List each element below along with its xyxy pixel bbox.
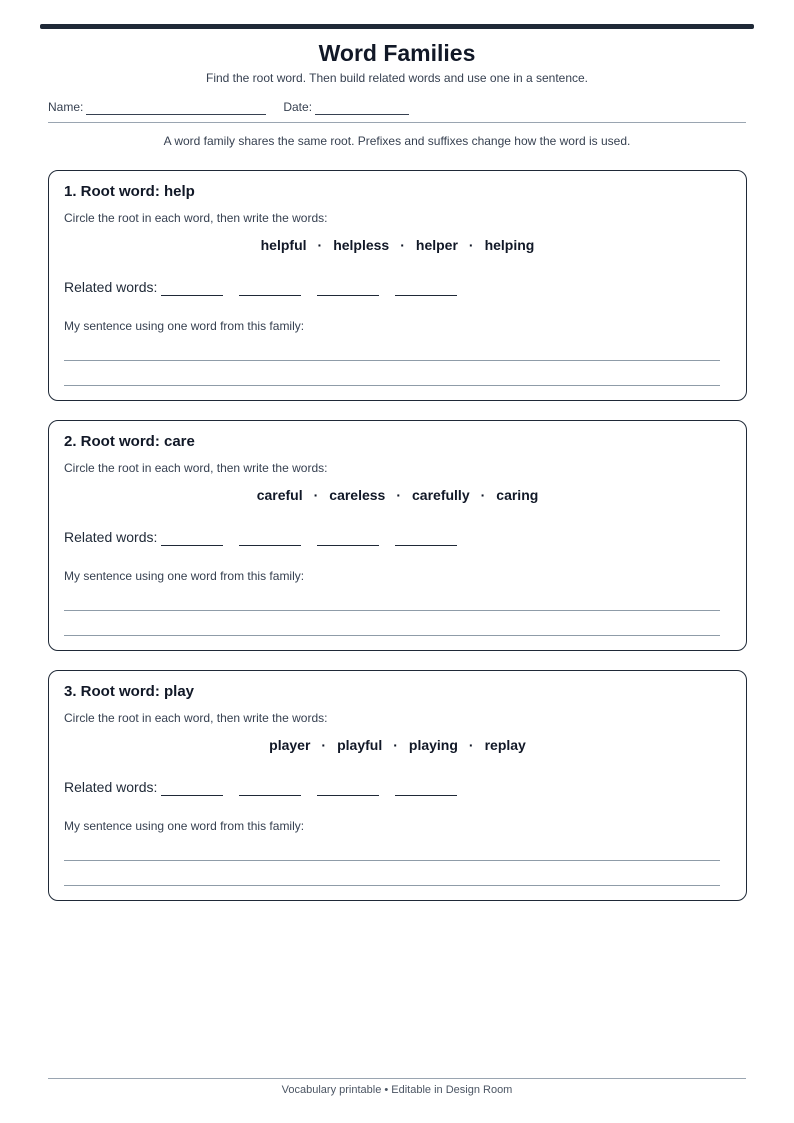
word-separator: · xyxy=(393,737,398,753)
related-words-label: Related words: xyxy=(64,529,158,545)
footer-divider xyxy=(48,1078,746,1079)
card-instruction: Circle the root in each word, then write the words: xyxy=(64,461,328,475)
family-word[interactable]: helpful xyxy=(260,237,307,253)
related-word-blank[interactable] xyxy=(317,781,379,796)
family-word[interactable]: careful xyxy=(256,487,303,503)
date-field[interactable] xyxy=(315,102,409,115)
card-title: 1. Root word: help xyxy=(64,183,195,200)
sentence-write-line[interactable] xyxy=(64,385,720,386)
related-word-blank[interactable] xyxy=(395,781,457,796)
related-word-blank[interactable] xyxy=(161,531,223,546)
sentence-write-line[interactable] xyxy=(64,885,720,886)
family-word[interactable]: caring xyxy=(496,487,539,503)
related-word-blank[interactable] xyxy=(395,531,457,546)
related-word-blank[interactable] xyxy=(317,281,379,296)
word-family-card xyxy=(48,170,747,401)
word-separator: · xyxy=(313,487,319,503)
top-accent-bar xyxy=(40,24,754,29)
word-family-card xyxy=(48,420,747,651)
word-separator: · xyxy=(468,237,474,253)
sentence-prompt: My sentence using one word from this family: xyxy=(64,319,305,333)
sentence-write-line[interactable] xyxy=(64,610,720,611)
related-words-label: Related words: xyxy=(64,779,158,795)
related-word-blank[interactable] xyxy=(317,531,379,546)
family-word[interactable]: replay xyxy=(484,737,526,753)
name-date-row xyxy=(48,99,409,115)
sentence-prompt: My sentence using one word from this family: xyxy=(64,819,305,833)
related-word-blank[interactable] xyxy=(395,281,457,296)
related-word-blank[interactable] xyxy=(161,781,223,796)
card-title: 2. Root word: care xyxy=(64,433,195,450)
family-word[interactable]: helper xyxy=(415,237,458,253)
word-separator: · xyxy=(400,237,405,253)
card-instruction: Circle the root in each word, then write the words: xyxy=(64,711,328,725)
name-label: Name: xyxy=(48,100,84,114)
word-separator: · xyxy=(396,487,402,503)
related-word-blank[interactable] xyxy=(239,531,301,546)
family-word[interactable]: carefully xyxy=(412,487,470,503)
sentence-write-line[interactable] xyxy=(64,860,720,861)
name-field[interactable] xyxy=(86,102,266,115)
family-word[interactable]: playing xyxy=(408,737,458,753)
family-word-list xyxy=(49,736,746,754)
family-word[interactable]: player xyxy=(269,737,311,753)
sentence-write-line[interactable] xyxy=(64,635,720,636)
word-separator: · xyxy=(321,737,327,753)
card-title: 3. Root word: play xyxy=(64,683,195,700)
family-word[interactable]: helping xyxy=(484,237,535,253)
family-word[interactable]: helpless xyxy=(333,237,390,253)
footer-text: Vocabulary printable • Editable in Design Room xyxy=(281,1084,513,1096)
word-family-card xyxy=(48,670,747,901)
intro-text: A word family shares the same root. Prefixes and suffixes change how the word is used. xyxy=(163,134,631,148)
header-divider xyxy=(48,122,746,123)
date-label: Date: xyxy=(283,100,313,114)
sentence-write-line[interactable] xyxy=(64,360,720,361)
family-word[interactable]: careless xyxy=(329,487,386,503)
related-word-blank[interactable] xyxy=(239,781,301,796)
word-separator: · xyxy=(468,737,474,753)
related-words-row xyxy=(64,278,469,296)
card-instruction: Circle the root in each word, then write the words: xyxy=(64,211,328,225)
family-word-list xyxy=(49,236,746,254)
related-word-blank[interactable] xyxy=(239,281,301,296)
page-title: Word Families xyxy=(318,40,476,66)
related-word-blank[interactable] xyxy=(161,281,223,296)
family-word[interactable]: playful xyxy=(337,737,383,753)
word-separator: · xyxy=(317,237,323,253)
word-separator: · xyxy=(480,487,486,503)
related-words-label: Related words: xyxy=(64,279,158,295)
related-words-row xyxy=(64,528,469,546)
sentence-prompt: My sentence using one word from this family: xyxy=(64,569,305,583)
related-words-row xyxy=(64,778,469,796)
family-word-list xyxy=(49,486,746,504)
page-subtitle: Find the root word. Then build related words and use one in a sentence. xyxy=(205,71,589,85)
